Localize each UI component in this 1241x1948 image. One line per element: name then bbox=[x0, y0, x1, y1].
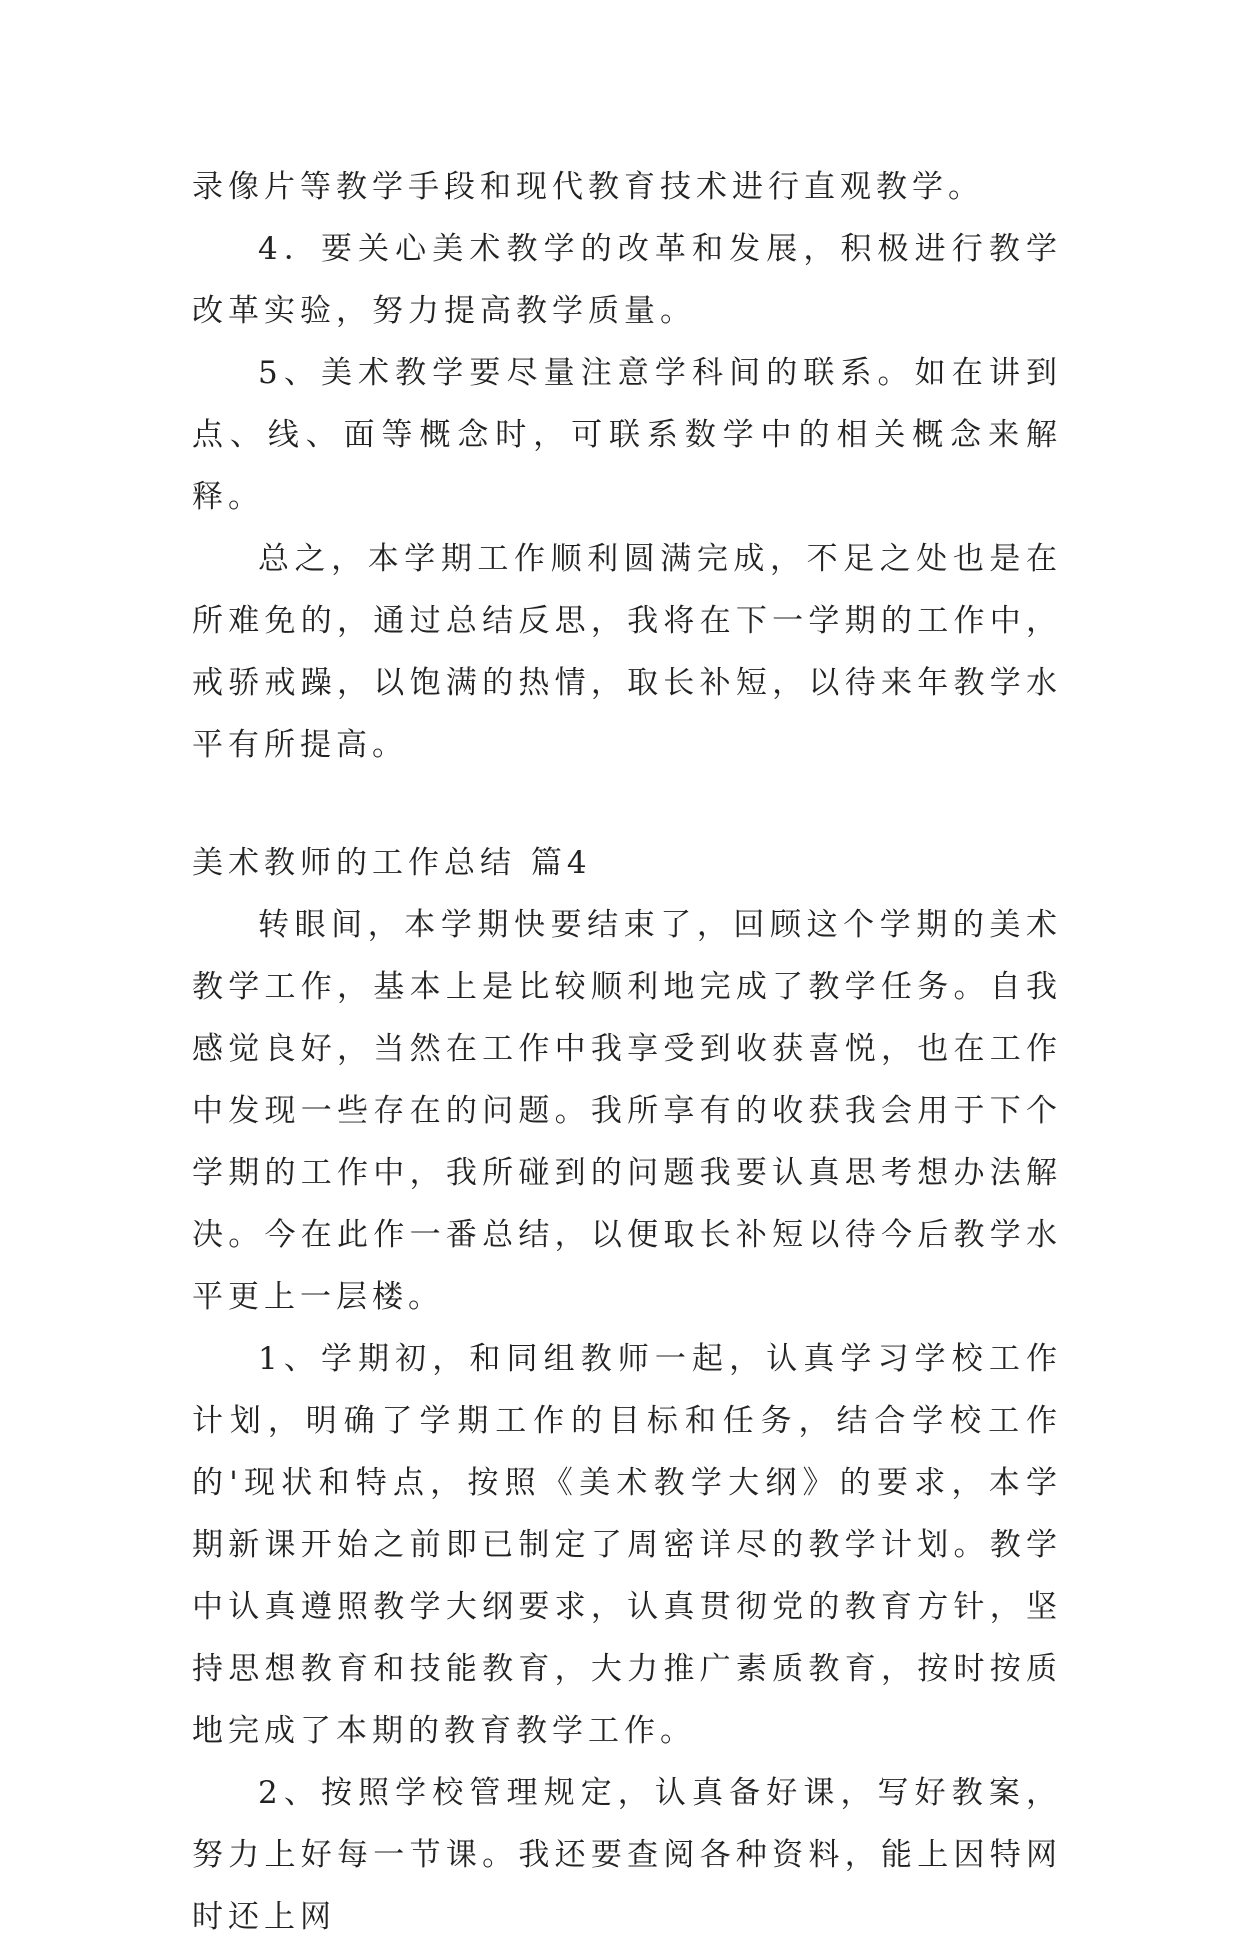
paragraph-item-2: 2、按照学校管理规定，认真备好课，写好教案，努力上好每一节课。我还要查阅各种资料，能上因特网时还上网 bbox=[192, 1775, 1062, 1935]
paragraph-item-5: 5、美术教学要尽量注意学科间的联系。如在讲到点、线、面等概念时，可联系数学中的相关概念来解释。 bbox=[192, 355, 1062, 515]
paragraph-continued: 录像片等教学手段和现代教育技术进行直观教学。 bbox=[192, 169, 984, 205]
paragraph-item-1: 1、学期初，和同组教师一起，认真学习学校工作计划，明确了学期工作的目标和任务，结合学校工作的'现状和特点，按照《美术教学大纲》的要求，本学期新课开始之前即已制定了周密详尽的教学计划。教学中认真遵照教学大纲要求，认真贯彻党的教育方针，坚持思想教育和技能教育，大力推广素质教育，按时按质地完成了本期的教育教学工作。 bbox=[192, 1341, 1062, 1749]
section-heading: 美术教师的工作总结 篇4 bbox=[192, 845, 592, 881]
paragraph-item-4: 4．要关心美术教学的改革和发展，积极进行教学改革实验，努力提高教学质量。 bbox=[192, 231, 1062, 329]
paragraph-conclusion: 总之，本学期工作顺利圆满完成，不足之处也是在所难免的，通过总结反思，我将在下一学期的工作中，戒骄戒躁，以饱满的热情，取长补短，以待来年教学水平有所提高。 bbox=[192, 541, 1062, 763]
paragraph-intro: 转眼间，本学期快要结束了，回顾这个学期的美术教学工作，基本上是比较顺利地完成了教学任务。自我感觉良好，当然在工作中我享受到收获喜悦，也在工作中发现一些存在的问题。我所享有的收获我会用于下个学期的工作中，我所碰到的问题我要认真思考想办法解决。今在此作一番总结，以便取长补短以待今后教学水平更上一层楼。 bbox=[192, 907, 1062, 1315]
document-body bbox=[192, 156, 1062, 1948]
